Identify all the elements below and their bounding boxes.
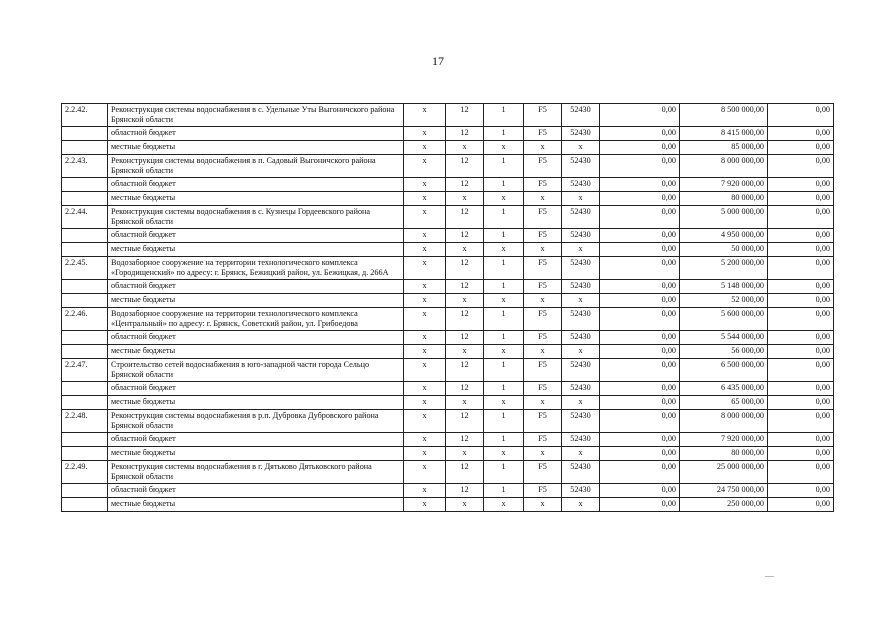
row-number-cell: [62, 294, 108, 308]
code-cell: F5: [524, 308, 562, 331]
amount-cell: 0,00: [600, 331, 680, 345]
code-cell: 12: [446, 461, 484, 484]
code-cell: 52430: [562, 484, 600, 498]
code-cell: х: [524, 396, 562, 410]
amount-cell: 0,00: [600, 257, 680, 280]
code-cell: х: [524, 243, 562, 257]
row-number-cell: [62, 178, 108, 192]
code-cell: 1: [484, 331, 524, 345]
table-row-budget: [62, 345, 834, 359]
amount-cell: 0,00: [600, 308, 680, 331]
code-cell: F5: [524, 280, 562, 294]
table-row-measure: [62, 410, 834, 433]
row-number-cell: [62, 484, 108, 498]
code-cell: F5: [524, 331, 562, 345]
code-cell: х: [404, 359, 446, 382]
code-cell: х: [404, 280, 446, 294]
measure-name-cell: Реконструкция системы водоснабжения в п. Садовый Выгоничского района Брянской области: [108, 155, 404, 178]
code-cell: х: [562, 192, 600, 206]
table-row-budget: [62, 243, 834, 257]
row-number-cell: [62, 433, 108, 447]
amount-cell: 0,00: [768, 206, 834, 229]
code-cell: х: [404, 410, 446, 433]
code-cell: 52430: [562, 382, 600, 396]
table-row-budget: [62, 178, 834, 192]
amount-cell: 5 148 000,00: [680, 280, 768, 294]
amount-cell: 85 000,00: [680, 141, 768, 155]
code-cell: 52430: [562, 331, 600, 345]
code-cell: х: [562, 243, 600, 257]
code-cell: 12: [446, 359, 484, 382]
amount-cell: 5 000 000,00: [680, 206, 768, 229]
row-number-cell: [62, 382, 108, 396]
amount-cell: 7 920 000,00: [680, 433, 768, 447]
table-row-budget: [62, 331, 834, 345]
code-cell: 1: [484, 433, 524, 447]
code-cell: х: [404, 192, 446, 206]
code-cell: F5: [524, 229, 562, 243]
code-cell: 1: [484, 461, 524, 484]
code-cell: х: [446, 192, 484, 206]
amount-cell: 24 750 000,00: [680, 484, 768, 498]
amount-cell: 0,00: [768, 308, 834, 331]
code-cell: 1: [484, 359, 524, 382]
row-number-cell: [62, 192, 108, 206]
measure-name-cell: Реконструкция системы водоснабжения в г. Дятьково Дятьковского района Брянской области: [108, 461, 404, 484]
code-cell: 1: [484, 155, 524, 178]
code-cell: х: [524, 345, 562, 359]
code-cell: х: [562, 294, 600, 308]
code-cell: 1: [484, 178, 524, 192]
table-row-measure: [62, 257, 834, 280]
code-cell: х: [404, 461, 446, 484]
amount-cell: 4 950 000,00: [680, 229, 768, 243]
code-cell: х: [484, 498, 524, 512]
code-cell: 52430: [562, 257, 600, 280]
measure-name-cell: областной бюджет: [108, 229, 404, 243]
code-cell: 52430: [562, 229, 600, 243]
amount-cell: 0,00: [768, 461, 834, 484]
row-number-cell: 2.2.47.: [62, 359, 108, 382]
row-number-cell: [62, 498, 108, 512]
table-row-budget: [62, 280, 834, 294]
code-cell: 1: [484, 280, 524, 294]
row-number-cell: 2.2.45.: [62, 257, 108, 280]
budget-table: [61, 103, 834, 512]
amount-cell: 8 415 000,00: [680, 127, 768, 141]
amount-cell: 0,00: [600, 104, 680, 127]
amount-cell: 0,00: [768, 484, 834, 498]
code-cell: х: [446, 345, 484, 359]
amount-cell: 0,00: [768, 192, 834, 206]
amount-cell: 50 000,00: [680, 243, 768, 257]
code-cell: F5: [524, 104, 562, 127]
code-cell: 52430: [562, 155, 600, 178]
amount-cell: 0,00: [600, 396, 680, 410]
code-cell: 12: [446, 178, 484, 192]
measure-name-cell: местные бюджеты: [108, 498, 404, 512]
code-cell: х: [404, 382, 446, 396]
code-cell: х: [484, 294, 524, 308]
measure-name-cell: местные бюджеты: [108, 243, 404, 257]
amount-cell: 0,00: [600, 280, 680, 294]
code-cell: 12: [446, 104, 484, 127]
amount-cell: 0,00: [768, 396, 834, 410]
code-cell: х: [446, 396, 484, 410]
measure-name-cell: областной бюджет: [108, 331, 404, 345]
code-cell: 52430: [562, 280, 600, 294]
amount-cell: 0,00: [768, 359, 834, 382]
code-cell: F5: [524, 155, 562, 178]
amount-cell: 80 000,00: [680, 192, 768, 206]
amount-cell: 0,00: [600, 155, 680, 178]
row-number-cell: 2.2.49.: [62, 461, 108, 484]
amount-cell: 5 600 000,00: [680, 308, 768, 331]
code-cell: х: [484, 447, 524, 461]
table-row-budget: [62, 498, 834, 512]
table-row-budget: [62, 447, 834, 461]
code-cell: F5: [524, 433, 562, 447]
code-cell: 12: [446, 127, 484, 141]
measure-name-cell: областной бюджет: [108, 433, 404, 447]
measure-name-cell: Реконструкция системы водоснабжения в с. Удельные Уты Выгоничского района Брянской области: [108, 104, 404, 127]
table-row-measure: [62, 461, 834, 484]
amount-cell: 0,00: [768, 243, 834, 257]
table-row-measure: [62, 308, 834, 331]
table-row-budget: [62, 229, 834, 243]
amount-cell: 5 544 000,00: [680, 331, 768, 345]
code-cell: 52430: [562, 410, 600, 433]
code-cell: F5: [524, 410, 562, 433]
amount-cell: 0,00: [600, 229, 680, 243]
row-number-cell: [62, 331, 108, 345]
measure-name-cell: местные бюджеты: [108, 447, 404, 461]
measure-name-cell: областной бюджет: [108, 178, 404, 192]
row-number-cell: [62, 280, 108, 294]
measure-name-cell: областной бюджет: [108, 127, 404, 141]
amount-cell: 0,00: [600, 127, 680, 141]
code-cell: х: [524, 192, 562, 206]
amount-cell: 0,00: [600, 178, 680, 192]
row-number-cell: 2.2.42.: [62, 104, 108, 127]
code-cell: х: [404, 294, 446, 308]
code-cell: F5: [524, 257, 562, 280]
code-cell: 12: [446, 308, 484, 331]
amount-cell: 0,00: [600, 243, 680, 257]
measure-name-cell: Водозаборное сооружение на территории технологического комплекса «Центральный» по адресу: г. Брянск, Советский район, ул. Грибоедова: [108, 308, 404, 331]
table-row-budget: [62, 433, 834, 447]
code-cell: х: [446, 141, 484, 155]
code-cell: х: [562, 345, 600, 359]
amount-cell: 65 000,00: [680, 396, 768, 410]
amount-cell: 0,00: [768, 433, 834, 447]
measure-name-cell: областной бюджет: [108, 484, 404, 498]
table-row-budget: [62, 192, 834, 206]
code-cell: 52430: [562, 308, 600, 331]
code-cell: F5: [524, 178, 562, 192]
code-cell: х: [404, 433, 446, 447]
amount-cell: 25 000 000,00: [680, 461, 768, 484]
code-cell: F5: [524, 206, 562, 229]
row-number-cell: [62, 447, 108, 461]
amount-cell: 7 920 000,00: [680, 178, 768, 192]
row-number-cell: [62, 396, 108, 410]
table-row-measure: [62, 155, 834, 178]
code-cell: х: [404, 104, 446, 127]
table-row-budget: [62, 141, 834, 155]
code-cell: х: [446, 498, 484, 512]
code-cell: х: [446, 243, 484, 257]
amount-cell: 0,00: [768, 141, 834, 155]
amount-cell: 5 200 000,00: [680, 257, 768, 280]
measure-name-cell: местные бюджеты: [108, 294, 404, 308]
row-number-cell: 2.2.44.: [62, 206, 108, 229]
amount-cell: 0,00: [600, 461, 680, 484]
amount-cell: 56 000,00: [680, 345, 768, 359]
amount-cell: 0,00: [768, 498, 834, 512]
table-row-measure: [62, 206, 834, 229]
code-cell: 12: [446, 155, 484, 178]
code-cell: х: [404, 331, 446, 345]
code-cell: х: [404, 243, 446, 257]
code-cell: 1: [484, 104, 524, 127]
table-body: [62, 104, 834, 512]
amount-cell: 0,00: [600, 192, 680, 206]
code-cell: F5: [524, 382, 562, 396]
amount-cell: 0,00: [600, 382, 680, 396]
amount-cell: 0,00: [600, 294, 680, 308]
code-cell: 12: [446, 433, 484, 447]
code-cell: F5: [524, 461, 562, 484]
code-cell: х: [524, 294, 562, 308]
amount-cell: 0,00: [600, 345, 680, 359]
code-cell: F5: [524, 359, 562, 382]
code-cell: 1: [484, 410, 524, 433]
amount-cell: 0,00: [768, 257, 834, 280]
code-cell: х: [484, 141, 524, 155]
code-cell: 52430: [562, 127, 600, 141]
code-cell: х: [404, 127, 446, 141]
code-cell: 1: [484, 382, 524, 396]
code-cell: х: [562, 141, 600, 155]
table-row-measure: [62, 359, 834, 382]
amount-cell: 250 000,00: [680, 498, 768, 512]
code-cell: 1: [484, 257, 524, 280]
code-cell: х: [404, 141, 446, 155]
code-cell: х: [404, 155, 446, 178]
amount-cell: 6 500 000,00: [680, 359, 768, 382]
code-cell: 52430: [562, 178, 600, 192]
code-cell: х: [562, 498, 600, 512]
amount-cell: 0,00: [768, 345, 834, 359]
amount-cell: 0,00: [768, 104, 834, 127]
code-cell: 52430: [562, 433, 600, 447]
row-number-cell: [62, 141, 108, 155]
amount-cell: 0,00: [768, 229, 834, 243]
amount-cell: 0,00: [768, 155, 834, 178]
measure-name-cell: Реконструкция системы водоснабжения в с. Кузнецы Гордеевского района Брянской области: [108, 206, 404, 229]
measure-name-cell: Водозаборное сооружение на территории технологического комплекса «Городищенский» по адресу: г. Брянск, Бежицкий район, ул. Бежицкая, д. 266А: [108, 257, 404, 280]
code-cell: 12: [446, 331, 484, 345]
code-cell: х: [404, 308, 446, 331]
measure-name-cell: областной бюджет: [108, 280, 404, 294]
amount-cell: 0,00: [768, 331, 834, 345]
code-cell: 12: [446, 280, 484, 294]
amount-cell: 0,00: [600, 498, 680, 512]
amount-cell: 52 000,00: [680, 294, 768, 308]
code-cell: х: [404, 257, 446, 280]
amount-cell: 0,00: [600, 206, 680, 229]
table-row-budget: [62, 294, 834, 308]
code-cell: 1: [484, 484, 524, 498]
amount-cell: 8 500 000,00: [680, 104, 768, 127]
code-cell: 52430: [562, 461, 600, 484]
code-cell: 12: [446, 229, 484, 243]
code-cell: 1: [484, 206, 524, 229]
amount-cell: 0,00: [768, 294, 834, 308]
amount-cell: 8 000 000,00: [680, 410, 768, 433]
table-row-budget: [62, 127, 834, 141]
page-number: 17: [432, 54, 444, 68]
code-cell: х: [524, 447, 562, 461]
code-cell: х: [484, 396, 524, 410]
measure-name-cell: Реконструкция системы водоснабжения в р.п. Дубровка Дубровского района Брянской области: [108, 410, 404, 433]
row-number-cell: 2.2.43.: [62, 155, 108, 178]
amount-cell: 0,00: [600, 410, 680, 433]
amount-cell: 0,00: [600, 141, 680, 155]
code-cell: F5: [524, 127, 562, 141]
code-cell: х: [446, 294, 484, 308]
code-cell: х: [484, 345, 524, 359]
code-cell: 12: [446, 484, 484, 498]
amount-cell: 0,00: [600, 447, 680, 461]
code-cell: х: [524, 141, 562, 155]
code-cell: х: [404, 498, 446, 512]
amount-cell: 8 000 000,00: [680, 155, 768, 178]
code-cell: х: [562, 447, 600, 461]
code-cell: 52430: [562, 104, 600, 127]
table-row-measure: [62, 104, 834, 127]
code-cell: 1: [484, 308, 524, 331]
code-cell: 1: [484, 127, 524, 141]
measure-name-cell: местные бюджеты: [108, 345, 404, 359]
code-cell: 12: [446, 410, 484, 433]
row-number-cell: 2.2.48.: [62, 410, 108, 433]
measure-name-cell: областной бюджет: [108, 382, 404, 396]
code-cell: 52430: [562, 359, 600, 382]
code-cell: F5: [524, 484, 562, 498]
code-cell: х: [562, 396, 600, 410]
code-cell: х: [404, 178, 446, 192]
row-number-cell: [62, 345, 108, 359]
code-cell: 12: [446, 257, 484, 280]
code-cell: 52430: [562, 206, 600, 229]
table-row-budget: [62, 382, 834, 396]
code-cell: х: [404, 229, 446, 243]
scan-mark: [765, 576, 774, 577]
row-number-cell: [62, 229, 108, 243]
code-cell: 1: [484, 229, 524, 243]
amount-cell: 0,00: [768, 178, 834, 192]
code-cell: 12: [446, 382, 484, 396]
code-cell: 12: [446, 206, 484, 229]
table-row-budget: [62, 484, 834, 498]
measure-name-cell: местные бюджеты: [108, 192, 404, 206]
code-cell: х: [404, 345, 446, 359]
amount-cell: 0,00: [768, 127, 834, 141]
row-number-cell: [62, 243, 108, 257]
code-cell: х: [446, 447, 484, 461]
code-cell: х: [404, 206, 446, 229]
code-cell: х: [404, 396, 446, 410]
amount-cell: 0,00: [600, 484, 680, 498]
table-row-budget: [62, 396, 834, 410]
measure-name-cell: местные бюджеты: [108, 141, 404, 155]
code-cell: х: [524, 498, 562, 512]
code-cell: х: [484, 192, 524, 206]
code-cell: х: [404, 484, 446, 498]
amount-cell: 0,00: [768, 447, 834, 461]
measure-name-cell: Строительство сетей водоснабжения в юго-западной части города Сельцо Брянской области: [108, 359, 404, 382]
measure-name-cell: местные бюджеты: [108, 396, 404, 410]
amount-cell: 6 435 000,00: [680, 382, 768, 396]
code-cell: х: [484, 243, 524, 257]
code-cell: х: [404, 447, 446, 461]
amount-cell: 0,00: [600, 433, 680, 447]
row-number-cell: [62, 127, 108, 141]
amount-cell: 0,00: [768, 382, 834, 396]
amount-cell: 0,00: [600, 359, 680, 382]
row-number-cell: 2.2.46.: [62, 308, 108, 331]
amount-cell: 0,00: [768, 280, 834, 294]
amount-cell: 80 000,00: [680, 447, 768, 461]
amount-cell: 0,00: [768, 410, 834, 433]
